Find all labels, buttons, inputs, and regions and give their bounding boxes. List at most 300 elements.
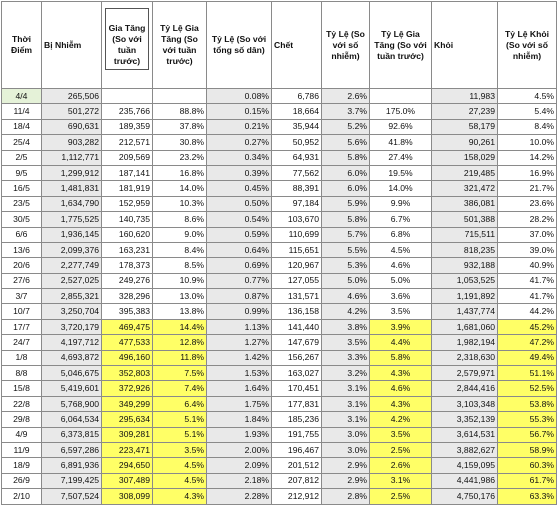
table-row (2, 304, 557, 319)
cell-ty-le-dan[interactable]: 0.64% (207, 242, 272, 257)
cell-ty-le-gia-tang[interactable]: 9.0% (153, 227, 207, 242)
cell-chet[interactable]: 97,184 (272, 196, 322, 211)
cell-chet[interactable]: 64,931 (272, 150, 322, 165)
cell-ty-le-gia-tang[interactable]: 23.2% (153, 150, 207, 165)
cell-date[interactable]: 2/10 (2, 489, 42, 504)
cell-ty-le-chet[interactable]: 3.8% (322, 319, 370, 334)
cell-ty-le-gia-tang[interactable]: 30.8% (153, 135, 207, 150)
cell-date[interactable]: 8/8 (2, 366, 42, 381)
cell-ty-le-gia-tang[interactable]: 14.4% (153, 319, 207, 334)
header-chet[interactable]: Chết (272, 2, 322, 89)
cell-ty-le-gia-tang-chet[interactable]: 2.6% (370, 458, 432, 473)
cell-gia-tang[interactable]: 309,281 (102, 427, 153, 442)
cell-ty-le-chet[interactable]: 3.1% (322, 412, 370, 427)
cell-ty-le-gia-tang-chet[interactable]: 4.4% (370, 335, 432, 350)
cell-chet[interactable]: 177,831 (272, 396, 322, 411)
cell-bi-nhiem[interactable]: 6,891,936 (42, 458, 102, 473)
cell-ty-le-dan[interactable]: 1.64% (207, 381, 272, 396)
cell-ty-le-gia-tang-chet[interactable]: 3.1% (370, 473, 432, 488)
cell-ty-le-gia-tang-chet[interactable]: 5.0% (370, 273, 432, 288)
cell-ty-le-khoi[interactable]: 16.9% (498, 165, 557, 180)
cell-chet[interactable]: 163,027 (272, 366, 322, 381)
cell-khoi[interactable]: 3,882,627 (432, 442, 498, 457)
cell-khoi[interactable]: 4,159,095 (432, 458, 498, 473)
cell-ty-le-chet[interactable]: 5.6% (322, 135, 370, 150)
cell-ty-le-khoi[interactable]: 41.7% (498, 289, 557, 304)
cell-khoi[interactable]: 2,318,630 (432, 350, 498, 365)
cell-ty-le-gia-tang[interactable]: 4.3% (153, 489, 207, 504)
cell-bi-nhiem[interactable]: 2,277,749 (42, 258, 102, 273)
cell-ty-le-chet[interactable]: 3.5% (322, 335, 370, 350)
cell-chet[interactable]: 50,952 (272, 135, 322, 150)
cell-ty-le-khoi[interactable]: 60.3% (498, 458, 557, 473)
cell-bi-nhiem[interactable]: 265,506 (42, 89, 102, 104)
cell-ty-le-khoi[interactable]: 4.5% (498, 89, 557, 104)
cell-ty-le-khoi[interactable]: 61.7% (498, 473, 557, 488)
cell-khoi[interactable]: 1,982,194 (432, 335, 498, 350)
cell-ty-le-gia-tang[interactable]: 8.4% (153, 242, 207, 257)
cell-gia-tang[interactable]: 235,766 (102, 104, 153, 119)
cell-ty-le-gia-tang[interactable]: 5.1% (153, 427, 207, 442)
header-bi-nhiem[interactable]: Bị Nhiễm (42, 2, 102, 89)
table-row (2, 273, 557, 288)
cell-date[interactable]: 23/5 (2, 196, 42, 211)
cell-ty-le-chet[interactable]: 4.2% (322, 304, 370, 319)
cell-chet[interactable]: 185,236 (272, 412, 322, 427)
header-ty-le-gia-tang-chet[interactable]: Tỷ Lệ Gia Tăng (So với tuần trước) (370, 2, 432, 89)
cell-chet[interactable]: 141,440 (272, 319, 322, 334)
cell-ty-le-dan[interactable]: 0.77% (207, 273, 272, 288)
cell-ty-le-khoi[interactable]: 37.0% (498, 227, 557, 242)
cell-bi-nhiem[interactable]: 6,064,534 (42, 412, 102, 427)
cell-ty-le-gia-tang-chet[interactable]: 3.5% (370, 427, 432, 442)
cell-ty-le-khoi[interactable]: 39.0% (498, 242, 557, 257)
cell-ty-le-khoi[interactable]: 8.4% (498, 119, 557, 134)
cell-bi-nhiem[interactable]: 6,597,286 (42, 442, 102, 457)
cell-chet[interactable]: 207,812 (272, 473, 322, 488)
cell-ty-le-gia-tang-chet[interactable]: 6.8% (370, 227, 432, 242)
cell-bi-nhiem[interactable]: 1,775,525 (42, 212, 102, 227)
cell-ty-le-gia-tang-chet[interactable]: 41.8% (370, 135, 432, 150)
cell-ty-le-gia-tang-chet[interactable]: 2.5% (370, 489, 432, 504)
cell-bi-nhiem[interactable]: 2,855,321 (42, 289, 102, 304)
cell-ty-le-khoi[interactable]: 5.4% (498, 104, 557, 119)
cell-ty-le-gia-tang-chet[interactable]: 19.5% (370, 165, 432, 180)
cell-gia-tang[interactable]: 307,489 (102, 473, 153, 488)
cell-ty-le-dan[interactable]: 0.54% (207, 212, 272, 227)
cell-bi-nhiem[interactable]: 4,693,872 (42, 350, 102, 365)
table-row (2, 489, 557, 504)
cell-chet[interactable]: 156,267 (272, 350, 322, 365)
table-row (2, 258, 557, 273)
cell-bi-nhiem[interactable]: 2,527,025 (42, 273, 102, 288)
cell-gia-tang[interactable]: 160,620 (102, 227, 153, 242)
cell-bi-nhiem[interactable]: 6,373,815 (42, 427, 102, 442)
cell-ty-le-gia-tang-chet[interactable]: 6.7% (370, 212, 432, 227)
cell-ty-le-gia-tang[interactable]: 6.4% (153, 396, 207, 411)
header-ty-le-gia-tang[interactable]: Tỷ Lệ Gia Tăng (So với tuần trước) (153, 2, 207, 89)
header-ty-le-so-nhiem[interactable]: Tỷ Lệ (So với số nhiễm) (322, 2, 370, 89)
cell-ty-le-gia-tang-chet[interactable]: 92.6% (370, 119, 432, 134)
cell-chet[interactable]: 120,967 (272, 258, 322, 273)
cell-ty-le-gia-tang-chet[interactable]: 2.5% (370, 442, 432, 457)
header-row (2, 2, 557, 89)
cell-ty-le-gia-tang-chet[interactable]: 175.0% (370, 104, 432, 119)
cell-ty-le-khoi[interactable]: 58.9% (498, 442, 557, 457)
cell-date[interactable]: 6/6 (2, 227, 42, 242)
cell-gia-tang[interactable]: 181,919 (102, 181, 153, 196)
cell-khoi[interactable]: 1,437,774 (432, 304, 498, 319)
cell-bi-nhiem[interactable]: 1,634,790 (42, 196, 102, 211)
cell-khoi[interactable]: 58,179 (432, 119, 498, 134)
cell-chet[interactable]: 147,679 (272, 335, 322, 350)
cell-date[interactable]: 13/6 (2, 242, 42, 257)
cell-chet[interactable]: 115,651 (272, 242, 322, 257)
cell-ty-le-dan[interactable]: 0.99% (207, 304, 272, 319)
header-thoi-diem[interactable]: Thời Điểm (2, 2, 42, 89)
table-row (2, 289, 557, 304)
cell-khoi[interactable]: 501,388 (432, 212, 498, 227)
cell-bi-nhiem[interactable]: 3,720,179 (42, 319, 102, 334)
cell-khoi[interactable]: 386,081 (432, 196, 498, 211)
cell-ty-le-gia-tang-chet[interactable]: 9.9% (370, 196, 432, 211)
cell-ty-le-dan[interactable]: 0.08% (207, 89, 272, 104)
cell-chet[interactable]: 212,912 (272, 489, 322, 504)
cell-ty-le-gia-tang-chet[interactable] (370, 89, 432, 104)
cell-ty-le-dan[interactable]: 2.00% (207, 442, 272, 457)
cell-chet[interactable]: 103,670 (272, 212, 322, 227)
cell-ty-le-chet[interactable]: 6.0% (322, 181, 370, 196)
cell-gia-tang[interactable]: 209,569 (102, 150, 153, 165)
cell-ty-le-gia-tang[interactable] (153, 89, 207, 104)
cell-gia-tang[interactable]: 372,926 (102, 381, 153, 396)
cell-ty-le-gia-tang[interactable]: 16.8% (153, 165, 207, 180)
cell-khoi[interactable]: 3,103,348 (432, 396, 498, 411)
cell-chet[interactable]: 131,571 (272, 289, 322, 304)
cell-ty-le-khoi[interactable]: 10.0% (498, 135, 557, 150)
cell-khoi[interactable]: 27,239 (432, 104, 498, 119)
cell-gia-tang[interactable]: 496,160 (102, 350, 153, 365)
cell-ty-le-gia-tang[interactable]: 11.8% (153, 350, 207, 365)
table-row (2, 135, 557, 150)
cell-gia-tang[interactable] (102, 89, 153, 104)
cell-gia-tang[interactable]: 328,296 (102, 289, 153, 304)
cell-ty-le-chet[interactable]: 3.7% (322, 104, 370, 119)
cell-gia-tang[interactable]: 187,141 (102, 165, 153, 180)
cell-date[interactable]: 18/4 (2, 119, 42, 134)
cell-khoi[interactable]: 1,681,060 (432, 319, 498, 334)
cell-date[interactable]: 10/7 (2, 304, 42, 319)
cell-ty-le-dan[interactable]: 0.21% (207, 119, 272, 134)
cell-chet[interactable]: 136,158 (272, 304, 322, 319)
cell-ty-le-gia-tang[interactable]: 14.0% (153, 181, 207, 196)
cell-ty-le-gia-tang[interactable]: 4.5% (153, 458, 207, 473)
cell-date[interactable]: 11/9 (2, 442, 42, 457)
cell-gia-tang[interactable]: 352,803 (102, 366, 153, 381)
cell-ty-le-chet[interactable]: 3.3% (322, 350, 370, 365)
cell-date[interactable]: 4/4 (2, 89, 42, 104)
covid-stats-table (1, 1, 557, 505)
cell-ty-le-gia-tang-chet[interactable]: 27.4% (370, 150, 432, 165)
cell-date[interactable]: 15/8 (2, 381, 42, 396)
cell-gia-tang[interactable]: 395,383 (102, 304, 153, 319)
cell-ty-le-khoi[interactable]: 40.9% (498, 258, 557, 273)
table-row (2, 335, 557, 350)
cell-khoi[interactable]: 321,472 (432, 181, 498, 196)
cell-ty-le-gia-tang[interactable]: 7.5% (153, 366, 207, 381)
cell-bi-nhiem[interactable]: 501,272 (42, 104, 102, 119)
cell-date[interactable]: 1/8 (2, 350, 42, 365)
cell-ty-le-khoi[interactable]: 23.6% (498, 196, 557, 211)
cell-ty-le-chet[interactable]: 4.6% (322, 289, 370, 304)
cell-ty-le-dan[interactable]: 1.13% (207, 319, 272, 334)
cell-ty-le-khoi[interactable]: 53.8% (498, 396, 557, 411)
cell-khoi[interactable]: 219,485 (432, 165, 498, 180)
cell-bi-nhiem[interactable]: 690,631 (42, 119, 102, 134)
cell-ty-le-gia-tang[interactable]: 13.8% (153, 304, 207, 319)
cell-date[interactable]: 3/7 (2, 289, 42, 304)
cell-bi-nhiem[interactable]: 2,099,376 (42, 242, 102, 257)
cell-khoi[interactable]: 90,261 (432, 135, 498, 150)
cell-ty-le-chet[interactable]: 5.7% (322, 227, 370, 242)
cell-ty-le-gia-tang-chet[interactable]: 4.5% (370, 242, 432, 257)
cell-ty-le-gia-tang[interactable]: 7.4% (153, 381, 207, 396)
cell-ty-le-dan[interactable]: 2.18% (207, 473, 272, 488)
cell-khoi[interactable]: 932,188 (432, 258, 498, 273)
cell-ty-le-gia-tang-chet[interactable]: 14.0% (370, 181, 432, 196)
cell-khoi[interactable]: 1,191,892 (432, 289, 498, 304)
cell-ty-le-khoi[interactable]: 41.7% (498, 273, 557, 288)
cell-gia-tang[interactable]: 189,359 (102, 119, 153, 134)
header-gia-tang-label: Gia Tăng (So với tuần trước) (108, 23, 146, 66)
header-gia-tang[interactable] (102, 2, 153, 89)
cell-bi-nhiem[interactable]: 5,419,601 (42, 381, 102, 396)
cell-ty-le-khoi[interactable]: 28.2% (498, 212, 557, 227)
cell-ty-le-khoi[interactable]: 55.3% (498, 412, 557, 427)
cell-ty-le-dan[interactable]: 1.93% (207, 427, 272, 442)
cell-khoi[interactable]: 11,983 (432, 89, 498, 104)
cell-ty-le-dan[interactable]: 0.45% (207, 181, 272, 196)
cell-ty-le-khoi[interactable]: 44.2% (498, 304, 557, 319)
cell-ty-le-dan[interactable]: 0.27% (207, 135, 272, 150)
cell-ty-le-khoi[interactable]: 52.5% (498, 381, 557, 396)
cell-chet[interactable]: 6,786 (272, 89, 322, 104)
cell-bi-nhiem[interactable]: 1,481,831 (42, 181, 102, 196)
cell-chet[interactable]: 18,664 (272, 104, 322, 119)
cell-bi-nhiem[interactable]: 1,936,145 (42, 227, 102, 242)
cell-khoi[interactable]: 3,614,531 (432, 427, 498, 442)
cell-ty-le-gia-tang[interactable]: 88.8% (153, 104, 207, 119)
cell-ty-le-gia-tang-chet[interactable]: 5.8% (370, 350, 432, 365)
cell-gia-tang[interactable]: 477,533 (102, 335, 153, 350)
cell-date[interactable]: 11/4 (2, 104, 42, 119)
cell-ty-le-gia-tang-chet[interactable]: 3.9% (370, 319, 432, 334)
cell-ty-le-chet[interactable]: 5.3% (322, 258, 370, 273)
cell-ty-le-khoi[interactable]: 51.1% (498, 366, 557, 381)
cell-gia-tang[interactable]: 212,571 (102, 135, 153, 150)
cell-bi-nhiem[interactable]: 5,768,900 (42, 396, 102, 411)
cell-ty-le-chet[interactable]: 2.9% (322, 473, 370, 488)
cell-date[interactable]: 24/7 (2, 335, 42, 350)
cell-ty-le-gia-tang[interactable]: 12.8% (153, 335, 207, 350)
header-ty-le-khoi[interactable]: Tỷ Lệ Khỏi (So với số nhiễm) (498, 2, 557, 89)
cell-ty-le-khoi[interactable]: 45.2% (498, 319, 557, 334)
cell-ty-le-chet[interactable]: 3.1% (322, 381, 370, 396)
cell-ty-le-khoi[interactable]: 21.7% (498, 181, 557, 196)
cell-ty-le-chet[interactable]: 3.1% (322, 396, 370, 411)
cell-bi-nhiem[interactable]: 3,250,704 (42, 304, 102, 319)
cell-ty-le-gia-tang[interactable]: 8.5% (153, 258, 207, 273)
cell-gia-tang[interactable]: 178,373 (102, 258, 153, 273)
cell-khoi[interactable]: 1,053,525 (432, 273, 498, 288)
cell-chet[interactable]: 77,562 (272, 165, 322, 180)
header-khoi[interactable]: Khỏi (432, 2, 498, 89)
cell-ty-le-gia-tang[interactable]: 5.1% (153, 412, 207, 427)
cell-khoi[interactable]: 2,844,416 (432, 381, 498, 396)
cell-ty-le-chet[interactable]: 2.6% (322, 89, 370, 104)
cell-ty-le-khoi[interactable]: 47.2% (498, 335, 557, 350)
cell-ty-le-gia-tang[interactable]: 4.5% (153, 473, 207, 488)
cell-chet[interactable]: 110,699 (272, 227, 322, 242)
cell-ty-le-chet[interactable]: 5.5% (322, 242, 370, 257)
cell-khoi[interactable]: 158,029 (432, 150, 498, 165)
cell-ty-le-dan[interactable]: 0.69% (207, 258, 272, 273)
cell-ty-le-dan[interactable]: 0.34% (207, 150, 272, 165)
cell-ty-le-dan[interactable]: 2.28% (207, 489, 272, 504)
cell-chet[interactable]: 170,451 (272, 381, 322, 396)
cell-ty-le-gia-tang[interactable]: 10.9% (153, 273, 207, 288)
cell-khoi[interactable]: 3,352,139 (432, 412, 498, 427)
cell-ty-le-gia-tang-chet[interactable]: 3.6% (370, 289, 432, 304)
cell-ty-le-chet[interactable]: 5.2% (322, 119, 370, 134)
cell-gia-tang[interactable]: 295,634 (102, 412, 153, 427)
cell-bi-nhiem[interactable]: 7,507,524 (42, 489, 102, 504)
cell-ty-le-dan[interactable]: 0.50% (207, 196, 272, 211)
cell-bi-nhiem[interactable]: 7,199,425 (42, 473, 102, 488)
cell-ty-le-gia-tang-chet[interactable]: 4.2% (370, 412, 432, 427)
cell-bi-nhiem[interactable]: 903,282 (42, 135, 102, 150)
cell-date[interactable]: 2/5 (2, 150, 42, 165)
cell-ty-le-gia-tang[interactable]: 10.3% (153, 196, 207, 211)
cell-gia-tang[interactable]: 349,299 (102, 396, 153, 411)
cell-ty-le-gia-tang-chet[interactable]: 4.3% (370, 366, 432, 381)
cell-bi-nhiem[interactable]: 1,299,912 (42, 165, 102, 180)
cell-gia-tang[interactable]: 163,231 (102, 242, 153, 257)
table-row (2, 319, 557, 334)
cell-ty-le-gia-tang-chet[interactable]: 3.5% (370, 304, 432, 319)
cell-chet[interactable]: 191,755 (272, 427, 322, 442)
table-row (2, 165, 557, 180)
cell-ty-le-chet[interactable]: 3.2% (322, 366, 370, 381)
cell-ty-le-chet[interactable]: 5.0% (322, 273, 370, 288)
cell-date[interactable]: 29/8 (2, 412, 42, 427)
cell-ty-le-dan[interactable]: 0.15% (207, 104, 272, 119)
cell-chet[interactable]: 35,944 (272, 119, 322, 134)
cell-date[interactable]: 25/4 (2, 135, 42, 150)
table-row (2, 427, 557, 442)
cell-bi-nhiem[interactable]: 5,046,675 (42, 366, 102, 381)
cell-ty-le-dan[interactable]: 1.27% (207, 335, 272, 350)
cell-ty-le-gia-tang[interactable]: 3.5% (153, 442, 207, 457)
table-row (2, 227, 557, 242)
cell-bi-nhiem[interactable]: 4,197,712 (42, 335, 102, 350)
cell-date[interactable]: 20/6 (2, 258, 42, 273)
cell-date[interactable]: 22/8 (2, 396, 42, 411)
table-row (2, 412, 557, 427)
cell-chet[interactable]: 88,391 (272, 181, 322, 196)
cell-date[interactable]: 16/5 (2, 181, 42, 196)
table-row (2, 181, 557, 196)
header-ty-le-dan[interactable]: Tỷ Lệ (So với tổng số dân) (207, 2, 272, 89)
cell-ty-le-gia-tang-chet[interactable]: 4.6% (370, 258, 432, 273)
cell-ty-le-dan[interactable]: 2.09% (207, 458, 272, 473)
cell-ty-le-khoi[interactable]: 14.2% (498, 150, 557, 165)
cell-khoi[interactable]: 715,511 (432, 227, 498, 242)
cell-gia-tang[interactable]: 308,099 (102, 489, 153, 504)
cell-ty-le-gia-tang-chet[interactable]: 4.3% (370, 396, 432, 411)
cell-ty-le-gia-tang[interactable]: 13.0% (153, 289, 207, 304)
cell-ty-le-dan[interactable]: 0.39% (207, 165, 272, 180)
cell-gia-tang[interactable]: 469,475 (102, 319, 153, 334)
cell-khoi[interactable]: 4,441,986 (432, 473, 498, 488)
cell-ty-le-gia-tang[interactable]: 8.6% (153, 212, 207, 227)
cell-ty-le-dan[interactable]: 1.42% (207, 350, 272, 365)
cell-ty-le-chet[interactable]: 6.0% (322, 165, 370, 180)
table-row (2, 442, 557, 457)
cell-gia-tang[interactable]: 294,650 (102, 458, 153, 473)
table-row (2, 242, 557, 257)
cell-date[interactable]: 18/9 (2, 458, 42, 473)
cell-ty-le-chet[interactable]: 3.0% (322, 442, 370, 457)
cell-ty-le-chet[interactable]: 5.8% (322, 150, 370, 165)
cell-ty-le-dan[interactable]: 1.84% (207, 412, 272, 427)
cell-gia-tang[interactable]: 140,735 (102, 212, 153, 227)
table-row (2, 196, 557, 211)
cell-date[interactable]: 26/9 (2, 473, 42, 488)
cell-ty-le-chet[interactable]: 2.8% (322, 489, 370, 504)
cell-khoi[interactable]: 4,750,176 (432, 489, 498, 504)
cell-ty-le-chet[interactable]: 5.9% (322, 196, 370, 211)
cell-date[interactable]: 27/6 (2, 273, 42, 288)
cell-ty-le-dan[interactable]: 0.87% (207, 289, 272, 304)
cell-date[interactable]: 4/9 (2, 427, 42, 442)
cell-ty-le-gia-tang-chet[interactable]: 4.6% (370, 381, 432, 396)
cell-gia-tang[interactable]: 223,471 (102, 442, 153, 457)
cell-ty-le-gia-tang[interactable]: 37.8% (153, 119, 207, 134)
cell-ty-le-khoi[interactable]: 63.3% (498, 489, 557, 504)
cell-ty-le-chet[interactable]: 2.9% (322, 458, 370, 473)
cell-chet[interactable]: 127,055 (272, 273, 322, 288)
cell-ty-le-khoi[interactable]: 49.4% (498, 350, 557, 365)
cell-gia-tang[interactable]: 249,276 (102, 273, 153, 288)
cell-ty-le-dan[interactable]: 1.75% (207, 396, 272, 411)
cell-ty-le-chet[interactable]: 5.8% (322, 212, 370, 227)
cell-chet[interactable]: 196,467 (272, 442, 322, 457)
cell-date[interactable]: 30/5 (2, 212, 42, 227)
cell-ty-le-chet[interactable]: 3.0% (322, 427, 370, 442)
cell-khoi[interactable]: 818,235 (432, 242, 498, 257)
cell-ty-le-khoi[interactable]: 56.7% (498, 427, 557, 442)
cell-gia-tang[interactable]: 152,959 (102, 196, 153, 211)
cell-ty-le-dan[interactable]: 0.59% (207, 227, 272, 242)
cell-chet[interactable]: 201,512 (272, 458, 322, 473)
cell-date[interactable]: 17/7 (2, 319, 42, 334)
cell-khoi[interactable]: 2,579,971 (432, 366, 498, 381)
cell-date[interactable]: 9/5 (2, 165, 42, 180)
table-row (2, 119, 557, 134)
cell-ty-le-dan[interactable]: 1.53% (207, 366, 272, 381)
cell-bi-nhiem[interactable]: 1,112,771 (42, 150, 102, 165)
